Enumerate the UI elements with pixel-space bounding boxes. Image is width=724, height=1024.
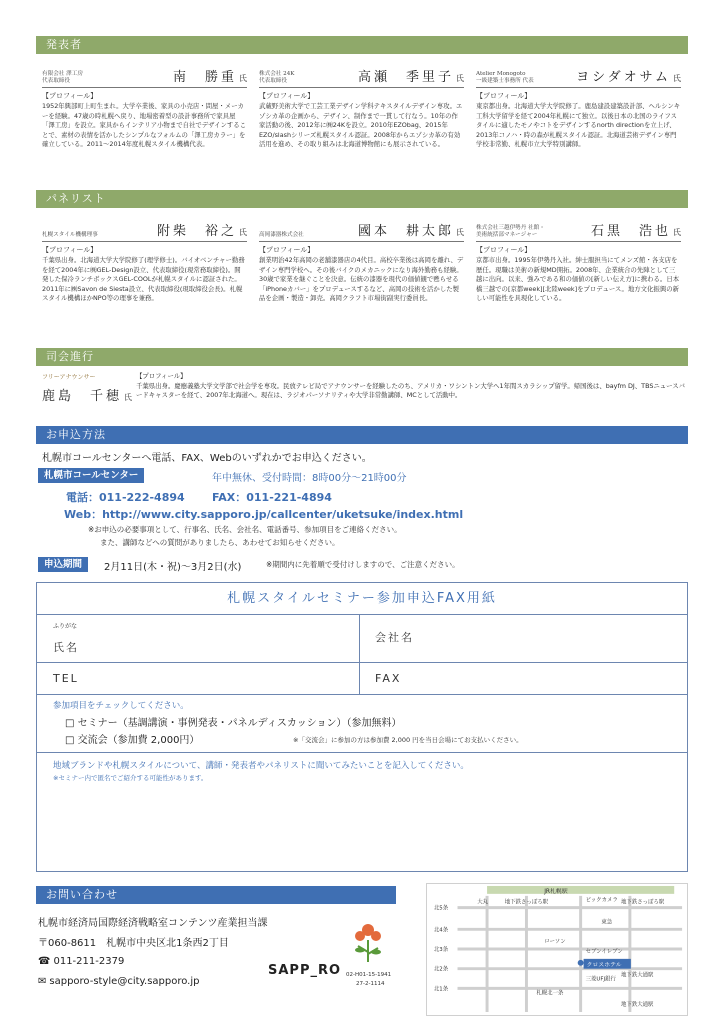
speaker-name: 高瀬 季里子 氏 [357, 70, 464, 85]
form-title: 札幌スタイルセミナー参加申込FAX用紙 [37, 583, 687, 615]
access-map [426, 883, 688, 1016]
speakers-row [36, 58, 688, 150]
speaker-card [470, 58, 687, 150]
period-value: 2月11日(木・祝)～3月2日(水) [104, 562, 242, 573]
map-street-label: 北4条 [433, 927, 449, 934]
mc-org: フリーアナウンサー [42, 374, 96, 381]
map-place-label: 地下鉄さっぽろ駅 [621, 899, 665, 906]
logo-code: 27-2-1114 [356, 981, 385, 987]
mc-bio: 千葉県出身。慶應義塾大学文学部で社会学を専攻。民放テレビ局でアナウンサーを経験したのち、アメリカ・ワシントン大学へ1年間スカラシップ留学。帰国後は、bayfm DJ、TBSニュースバードキャスターを経て、2007年北海道へ。現在は、ラジオパーソナリティや大学非常勤講師、MCとして活動中。 [136, 381, 686, 400]
inquiry-email[interactable]: sapporo-style@city.sapporo.jp [49, 976, 200, 987]
form-row-name [37, 615, 687, 663]
profile-label: 【プロフィール】 [476, 246, 532, 254]
question-textarea[interactable] [43, 785, 679, 865]
form-row-contact [37, 663, 687, 695]
map-place-label: ビックカメラ [585, 897, 618, 904]
profile-label: 【プロフィール】 [42, 92, 98, 100]
apply-note: また、講師などへの質問がありましたら、あわせてお知らせください。 [100, 538, 340, 547]
panelist-card [253, 212, 470, 304]
speaker-card [253, 58, 470, 150]
speaker-org: 株式会社 24K 代表取締役 [259, 71, 295, 84]
map-street-label: 北5条 [433, 905, 449, 912]
inquiry-address: 〒060-8611 札幌市中央区北1条西2丁目 [38, 938, 229, 949]
sapporo-logo: SAPP_RO [268, 963, 342, 978]
question-label: 地域ブランドや札幌スタイルについて、講師・発表者やパネリストに聞いてみたいことを記入してください。 [53, 761, 469, 771]
panelist-bio: 千葉県出身。北海道大学大学院修了(理学修士)。バイオベンチャー勤務を経て2004年に㈱GEL-Design設立、代表取締役(現常務取締役)。開発した保冷ランチボックスGEL-COOLが札幌スタイルに認証された。2011年に㈱Savon de Siesta設立、代表取締役(現取締役会長)。札幌スタイル機構ほかNPO等の理事を兼務。 [42, 256, 245, 303]
apply-tel: 電話：011-222-4894 [66, 491, 185, 504]
panelist-bio: 創業明治42年高岡の老舗漆器店の4代目。高校卒業後は高岡を離れ、デザイン専門学校へ。その後バイクのメカニックになり海外勤務も経験。30歳で家業を継ぐことを決意。伝統の漆器を現代の価値観で甦らせる「iPhoneカバー」をプロデュースするなど、高岡の技術を活かした製品を企画・製造・卸売。高岡クラフト市場街副実行委員長。 [259, 256, 464, 303]
section-inquiry: お問い合わせ [36, 886, 396, 904]
panelist-org: 札幌スタイル機構理事 [42, 232, 98, 238]
map-jr-label: JR札幌駅 [544, 888, 568, 895]
map-hotel-label: クロスホテル [586, 962, 622, 969]
inquiry-dept: 札幌市経済局国際経済戦略室コンテンツ産業担当課 [38, 918, 268, 929]
map-street-label: 北1条 [433, 986, 449, 993]
period-label: 申込期間 [38, 557, 88, 572]
map-place-label: 地下鉄大通駅 [621, 1002, 654, 1009]
map-place-label: 地下鉄大通駅 [621, 972, 654, 979]
section-panelists: パネリスト [36, 190, 688, 208]
speaker-org: Atelier Monogoto 一級建築士事務所 代表 [476, 71, 534, 84]
period-note: ※期間内に先着順で受付けしますので、ご注意ください。 [266, 560, 460, 569]
map-place-label: セブンイレブン [585, 948, 623, 955]
callcenter-label: 札幌市コールセンター [38, 468, 144, 483]
speaker-name: ヨシダオサム 氏 [576, 70, 681, 85]
panelist-org: 高岡漆器株式会社 [259, 232, 304, 238]
logo-code: 02-H01-15-1941 [346, 972, 392, 978]
apply-note: ※お申込の必要事項として、行事名、氏名、会社名、電話番号、参加項目をご連絡ください。 [88, 525, 402, 534]
speaker-card [36, 58, 253, 150]
speaker-name: 南 勝重 氏 [172, 70, 247, 85]
party-note: ※「交流会」に参加の方は参加費 2,000 円を当日会場にてお支払いください。 [293, 736, 523, 744]
mc-name: 鹿島 千穂 氏 [42, 389, 133, 404]
mail-icon: ✉ [38, 976, 47, 987]
fax-field[interactable]: FAX [375, 672, 402, 685]
section-speakers: 発表者 [36, 36, 688, 54]
map-place-label: 東急 [601, 919, 613, 926]
profile-label: 【プロフィール】 [136, 372, 187, 380]
panelist-card [36, 212, 253, 304]
section-apply: お申込方法 [36, 426, 688, 444]
profile-label: 【プロフィール】 [42, 246, 98, 254]
panelist-name: 附柴 裕之 氏 [156, 224, 247, 239]
furigana-label: ふりがな [53, 623, 78, 630]
inquiry-tel-row [38, 956, 124, 967]
section-mc: 司会進行 [36, 348, 688, 366]
panelist-bio: 京都市出身。1995年伊勢丹入社。紳士服担当にてメンズ館・各支店を歴任。現職は美術の新規MD開拓。2008年、企業統合の先陣として三越に出向。以来、強みである和の価値の[新しい伝え方]に携わる。日本橋三越での[京都week][北陸week]をプロデュース。地方文化振興の新しい可能性を具現化している。 [476, 256, 680, 303]
speaker-bio: 東京都出身。北海道大学大学院修了。鹿島建設建築設計部、ヘルシンキ工科大学留学を経て2004年札幌にて独立。以後日本の北国のライフスタイルに適したモノやコトをデザインするnorth directionを立上げ、2013年コノハ・時の森が札幌スタイル認証。北海道芸術デザイン専門学校非常勤、札幌市立大学特別講師。 [476, 102, 681, 149]
panelist-org: 株式会社三越伊勢丹 社館・ 美術統括部マネージャー [476, 225, 545, 238]
panelist-name: 石黒 浩也 氏 [590, 224, 681, 239]
inquiry-email-row [38, 976, 199, 987]
profile-label: 【プロフィール】 [259, 92, 315, 100]
panelist-name: 國本 耕太郎 氏 [357, 224, 464, 239]
fax-form [36, 582, 688, 872]
phone-icon: ☎ [38, 956, 51, 967]
callcenter-hours: 年中無休、受付時間：8時00分～21時00分 [212, 473, 407, 484]
party-checkbox[interactable]: □ 交流会（参加費 2,000円） [65, 735, 200, 746]
check-title: 参加項目をチェックしてください。 [53, 701, 189, 711]
question-note: ※セミナー内で匿名でご紹介する可能性があります。 [53, 774, 208, 782]
profile-label: 【プロフィール】 [259, 246, 315, 254]
panelist-card [470, 212, 687, 304]
name-field[interactable]: 氏名 [53, 641, 79, 654]
speaker-bio: 武蔵野美術大学で工芸工業デザイン学科テキスタイルデザイン専攻。エゾシカ革の企画から、デザイン、制作まで一貫して行なう。10年の作家活動の後、2012年に㈱24Kを設立。2010年EZObag、2015年EZO/slashシリーズ札幌スタイル認証。2008年からエゾシカ革の有効活用を進め、その取り組みは北海道博物館にも展示されている。 [259, 102, 463, 149]
apply-fax: FAX：011-221-4894 [212, 491, 332, 504]
map-place-label: 地下鉄さっぽろ駅 [504, 899, 549, 906]
map-place-label: 三菱UFJ銀行 [585, 976, 616, 983]
mc-card [36, 372, 688, 404]
speaker-org: 有限会社 澤工房 代表取締役 [42, 71, 83, 84]
speaker-bio: 1952年興部町上町生まれ。大学卒業後、家具の小売店・問屋・メーカーを経験。47歳の時札幌へ戻り、地場密着型の設計事務所で家具屋「澤工房」を設立。家具からインテリア小物まで自社でデザインすることで、素材の表情を活かしたシンプルなフォルムの「澤工房カラー」を確立している。2011～2014年度札幌スタイル機構代表。 [42, 102, 247, 149]
panelists-row [36, 212, 688, 304]
map-place-label: 大丸 [477, 899, 489, 906]
ecolabel-flower-icon [348, 918, 388, 968]
map-place-label: ローソン [544, 939, 566, 946]
inquiry-tel[interactable]: 011-211-2379 [53, 956, 125, 967]
apply-intro: 札幌市コールセンターへ電話、FAX、Webのいずれかでお申込ください。 [42, 453, 372, 464]
seminar-checkbox[interactable]: □ セミナー（基調講演・事例発表・パネルディスカッション）（参加無料） [65, 718, 402, 729]
map-street-label: 北2条 [433, 966, 449, 973]
map-street-label: 北3条 [433, 946, 449, 953]
map-pin-icon [578, 960, 584, 966]
apply-web-link[interactable]: Web：http://www.city.sapporo.jp/callcenter/uketsuke/index.html [64, 508, 464, 521]
map-place-label: 札幌北一条 [536, 990, 564, 997]
tel-field[interactable]: TEL [53, 672, 79, 685]
profile-label: 【プロフィール】 [476, 92, 532, 100]
company-field[interactable]: 会社名 [375, 631, 414, 644]
